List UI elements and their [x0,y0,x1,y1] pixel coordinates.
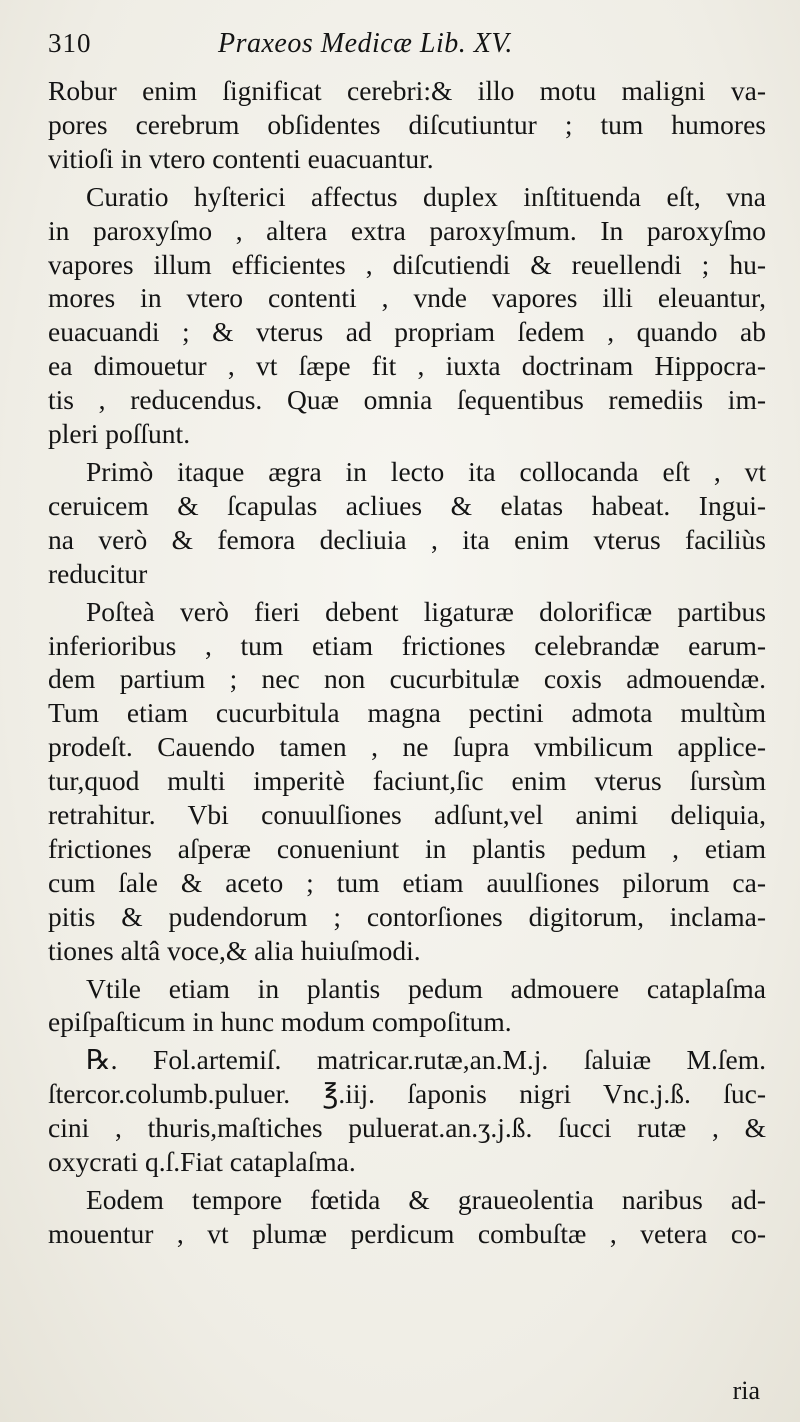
text-line: in paroxyſmo , altera extra paroxyſmum. In paroxyſmo [48,214,766,246]
text-line: pores cerebrum obſidentes diſcutiuntur ; tum humores [48,108,766,140]
text-line: na verò & femora decliuia , ita enim vterus faciliùs [48,523,766,555]
text-line: oxycrati q.ſ.Fiat cataplaſma. [48,1146,356,1178]
paragraph [48,1043,766,1179]
text-line: Eodem tempore fœtida & graueolentia naribus ad- [86,1184,766,1215]
catchword: ria [732,1376,760,1405]
text-line: Poſteà verò fieri debent ligaturæ dolorificæ partibus [86,595,766,627]
text-line: mores in vtero contenti , vnde vapores illi eleuantur, [48,282,766,314]
text-line: reducitur [48,557,148,589]
paragraph [48,595,766,968]
text-line: tur,quod multi imperitè faciunt,ſic enim vterus ſursùm [48,765,766,797]
text-line: vitioſi in vtero contenti euacuantur. [48,142,434,174]
text-line: ℞. Fol.artemiſ. matricar.rutæ,an.M.j. ſaluiæ M.ſem. [86,1044,766,1076]
text-line: prodeſt. Cauendo tamen , ne ſupra vmbilicum applice- [48,731,766,763]
text-line: cini , thuris,maſtiches puluerat.an.ʒ.j.ß. ſucci rutæ , & [48,1112,766,1144]
text-line: Vtile etiam in plantis pedum admouere cataplaſma [86,972,766,1004]
text-line: dem partium ; nec non cucurbitulæ coxis admouendæ. [48,663,766,695]
paragraph [48,74,766,176]
paragraph [48,1183,766,1251]
text-line: pitis & pudendorum ; contorſiones digitorum, inclama- [48,900,766,932]
text-line: pleri poſſunt. [48,418,191,450]
page-header [48,28,766,72]
text-line: tiones altâ voce,& alia huiuſmodi. [48,934,421,966]
text-line: frictiones aſperæ conueniunt in plantis pedum , etiam [48,832,766,864]
text-line: ceruicem & ſcapulas acliues & elatas habeat. Ingui- [48,489,766,521]
text-line: euacuandi ; & vterus ad propriam ſedem , quando ab [48,316,766,348]
text-line: tis , reducendus. Quæ omnia ſequentibus remediis im- [48,384,766,416]
text-line: ea dimouetur , vt ſæpe fit , iuxta doctrinam Hippocra- [48,350,766,382]
text-line: Primò itaque ægra in lecto ita collocanda eſt , vt [86,455,766,487]
text-line: epiſpaſticum in hunc modum compoſitum. [48,1006,512,1038]
text-line: vapores illum efficientes , diſcutiendi & reuellendi ; hu- [48,248,766,280]
text-line: Curatio hyſterici affectus duplex inſtituenda eſt, vna [86,180,766,212]
paragraph [48,455,766,591]
text-line: cum ſale & aceto ; tum etiam auulſiones pilorum ca- [48,866,766,898]
text-line: Robur enim ſignificat cerebri:& illo motu maligni va- [48,75,766,106]
running-head: Praxeos Medicæ Lib. XV. [218,28,513,59]
paragraph [48,180,766,451]
text-line: inferioribus , tum etiam frictiones celebrandæ earum- [48,629,766,661]
text-line: mouentur , vt plumæ perdicum combuſtæ , vetera co- [48,1217,766,1249]
paragraph [48,972,766,1040]
page-number: 310 [48,28,92,58]
text-line: Tum etiam cucurbitula magna pectini admota multùm [48,697,766,729]
text-line: ſtercor.columb.puluer. ℥.iij. ſaponis nigri Vnc.j.ß. ſuc- [48,1078,766,1110]
body-text [48,74,766,1251]
text-line: retrahitur. Vbi conuulſiones adſunt,vel animi deliquia, [48,799,766,831]
